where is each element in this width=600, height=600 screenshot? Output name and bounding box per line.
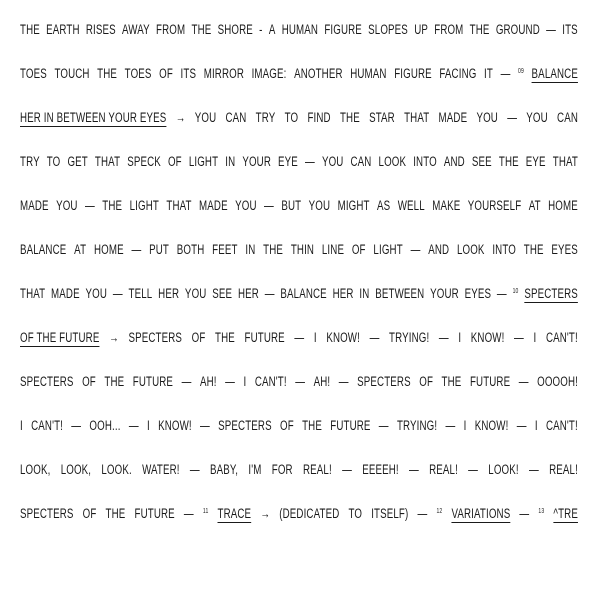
lyric-word: LIGHT	[188, 154, 219, 169]
lyric-word: FEET	[212, 242, 238, 257]
lyric-word: CAN'T!	[254, 374, 287, 389]
lyric-word: CAN'T!	[545, 330, 578, 345]
lyric-word: MADE	[438, 110, 468, 125]
lyric-word: —	[342, 462, 352, 477]
lyric-word: THE	[215, 330, 235, 345]
lyric-word: YOUR	[430, 286, 459, 301]
lyric-word: TO	[348, 506, 363, 521]
lyric-word: TRYING!	[389, 330, 430, 345]
lyric-word: THE	[105, 506, 126, 521]
lyric-word: EYES	[551, 242, 578, 257]
lyric-word: FIGURE	[324, 22, 362, 37]
lyric-word: IN	[245, 242, 256, 257]
lyric-word: —	[546, 22, 557, 37]
lyric-word: I	[458, 330, 462, 345]
lyric-word: ANOTHER	[294, 66, 343, 81]
lyric-word: FACING	[439, 66, 477, 81]
lyric-word: FROM	[434, 22, 464, 37]
lyric-word: MIGHT	[337, 198, 370, 213]
track-title: ^TRE	[553, 506, 578, 521]
lyric-word: —	[445, 418, 456, 433]
lyric-word: YOU	[184, 286, 207, 301]
lyric-word: —	[294, 330, 305, 345]
lyric-word: AH!	[199, 374, 217, 389]
lyric-word: —	[468, 462, 479, 477]
lyric-line	[20, 462, 578, 477]
lyric-word: GROUND	[495, 22, 540, 37]
lyric-word: KNOW!	[474, 418, 509, 433]
lyric-word: AH!	[313, 374, 331, 389]
lyric-word: —	[200, 418, 210, 433]
lyric-word: —	[528, 462, 539, 477]
lyric-word: AT	[528, 198, 541, 213]
lyric-word: —	[519, 506, 530, 521]
lyric-word: OF	[167, 154, 182, 169]
lyric-word: —	[225, 374, 235, 389]
lyric-line	[20, 198, 578, 213]
lyric-word: THE	[191, 22, 212, 37]
lyric-word: —	[438, 330, 449, 345]
lyric-line	[20, 110, 578, 125]
lyric-word: MADE	[199, 198, 228, 213]
lyric-line	[20, 66, 578, 81]
lyric-word: SPECTERS	[357, 374, 411, 389]
lyric-word: IN	[359, 286, 370, 301]
lyric-word: BALANCE	[280, 286, 327, 301]
track-number: 13	[538, 508, 545, 515]
lyric-word: OF	[191, 330, 206, 345]
lyric-word: TO	[284, 110, 299, 125]
lyric-word: —	[516, 418, 527, 433]
track-title: HER IN BETWEEN YOUR EYES	[20, 110, 167, 125]
lyric-word: CAN	[225, 110, 247, 125]
lyric-word: WELL	[397, 198, 425, 213]
lyric-word: THE	[102, 198, 123, 213]
lyric-word: SPECTERS	[218, 418, 272, 433]
lyric-word: LOOK	[456, 242, 485, 257]
lyric-word: I	[313, 330, 317, 345]
lyric-line	[20, 330, 578, 345]
lyric-word: AND	[428, 242, 450, 257]
lyric-line	[20, 506, 578, 521]
lyric-word: EYE	[278, 154, 298, 169]
lyric-word: OF	[419, 374, 434, 389]
lyric-word: HUMAN	[281, 22, 319, 37]
lyric-word: WATER!	[142, 462, 180, 477]
lyric-word: STAR	[369, 110, 395, 125]
lyric-word: SPECTERS	[20, 374, 74, 389]
lyric-word: ITS	[180, 66, 197, 81]
lyric-word: —	[305, 154, 315, 169]
lyric-word: LOOK,	[20, 462, 51, 477]
lyric-word: HUMAN	[350, 66, 387, 81]
lyric-word: —	[410, 242, 421, 257]
lyric-line	[20, 374, 578, 389]
lyric-word: IN	[225, 154, 236, 169]
lyric-word: —	[500, 66, 511, 81]
lyric-word: (DEDICATED	[279, 506, 340, 521]
lyric-word: —	[264, 286, 275, 301]
lyric-word: —	[496, 286, 507, 301]
lyric-word: YOU	[476, 110, 498, 125]
track-number: 11	[202, 508, 209, 515]
lyric-word: THAT	[94, 154, 121, 169]
lyric-word: KNOW!	[470, 330, 505, 345]
lyric-word: GET	[67, 154, 88, 169]
lyric-word: OF	[159, 66, 173, 81]
track-number: 09	[518, 68, 524, 75]
track-number: 10	[512, 288, 519, 295]
lyric-word: —	[131, 242, 142, 257]
lyric-word: REAL!	[549, 462, 578, 477]
lyric-line	[20, 154, 578, 169]
lyric-word: BETWEEN	[375, 286, 425, 301]
lyric-word: KNOW!	[158, 418, 192, 433]
lyric-word: I	[533, 330, 537, 345]
lyric-word: THE	[302, 418, 322, 433]
lyric-word: YOU	[56, 198, 78, 213]
lyric-word: —	[338, 374, 349, 389]
lyric-word: THE	[523, 242, 544, 257]
lyric-word: IT	[484, 66, 493, 81]
lyric-word: THAT	[552, 154, 578, 169]
lyric-word: AT	[74, 242, 87, 257]
lyric-word: HER	[237, 286, 259, 301]
lyric-word: MADE	[20, 198, 49, 213]
lyric-word: THE	[20, 22, 40, 37]
lyric-word: YOUR	[242, 154, 271, 169]
lyric-word: A	[268, 22, 276, 37]
lyric-word: TRY	[20, 154, 40, 169]
lyric-word: BALANCE	[20, 242, 67, 257]
lyric-word: I	[146, 418, 150, 433]
lyric-word: EYE	[525, 154, 546, 169]
lyric-word: —	[378, 418, 389, 433]
lyric-word: HER	[332, 286, 354, 301]
lyric-word: OOH...	[89, 418, 121, 433]
track-title: SPECTERS	[524, 286, 578, 301]
lyric-word: THAT	[166, 198, 192, 213]
lyric-word: ITS	[562, 22, 578, 37]
track-title: TRACE	[217, 506, 252, 521]
lyric-word: I	[243, 374, 247, 389]
lyric-word: —	[71, 418, 82, 433]
lyric-word: —	[369, 330, 380, 345]
track-number: 12	[436, 508, 443, 515]
track-title: VARIATIONS	[451, 506, 511, 521]
lyric-word: THAT	[20, 286, 46, 301]
lyric-word: BUT	[281, 198, 302, 213]
lyric-word: TO	[46, 154, 61, 169]
lyric-word: -	[259, 22, 263, 37]
lyric-word: LOOK!	[488, 462, 519, 477]
lyric-word: LIGHT	[129, 198, 159, 213]
lyric-word: I	[20, 418, 23, 433]
lyric-word: —	[181, 374, 192, 389]
lyric-word: TRYING!	[396, 418, 438, 433]
lyric-word: YOU	[308, 198, 331, 213]
lyric-word: I	[463, 418, 467, 433]
lyric-word: CAN	[350, 154, 372, 169]
lyric-word: THE	[104, 374, 125, 389]
lyric-word: EEEEH!	[362, 462, 399, 477]
lyric-word: THAT	[404, 110, 430, 125]
lyric-word: FOR	[271, 462, 293, 477]
lyric-word: —	[507, 110, 518, 125]
lyric-word: THE	[263, 242, 284, 257]
lyric-word: RISES	[85, 22, 116, 37]
lyric-word: THE	[339, 110, 360, 125]
lyric-word: YOU	[235, 198, 257, 213]
lyric-word: EARTH	[46, 22, 80, 37]
lyric-word: LIGHT	[373, 242, 403, 257]
lyric-word: CAN'T!	[545, 418, 578, 433]
lyric-word: —	[189, 462, 200, 477]
lyric-word: THE	[498, 154, 519, 169]
lyric-word: SHORE	[217, 22, 253, 37]
lyric-word: TOES	[20, 66, 47, 81]
lyric-word: FIGURE	[394, 66, 432, 81]
lyric-word: REAL!	[302, 462, 332, 477]
lyric-word: TOUCH	[54, 66, 90, 81]
lyric-word: I'M	[248, 462, 262, 477]
lyric-word: FIND	[307, 110, 331, 125]
lyric-word: LOOK.	[101, 462, 132, 477]
lyric-word: AWAY	[122, 22, 150, 37]
lyric-word: EYES	[464, 286, 492, 301]
lyric-word: SEE	[471, 154, 492, 169]
lyric-word: TELL	[128, 286, 153, 301]
lyric-word: IMAGE:	[251, 66, 287, 81]
lyric-word: —	[514, 330, 524, 345]
lyric-word: CAN	[557, 110, 578, 125]
lyric-word: OF	[351, 242, 366, 257]
lyric-word: —	[295, 374, 306, 389]
lyric-word: OF	[82, 374, 96, 389]
lyric-word: —	[183, 506, 194, 521]
lyric-word: THE	[97, 66, 118, 81]
lyric-word: AS	[377, 198, 391, 213]
lyric-word: FUTURE	[244, 330, 285, 345]
lyric-word: I	[534, 418, 538, 433]
lyric-word: BOTH	[176, 242, 205, 257]
lyric-line	[20, 286, 578, 301]
lyric-line	[20, 418, 578, 433]
lyric-word: SPECTERS	[20, 506, 74, 521]
lyric-word: THE	[469, 22, 490, 37]
lyric-word: FROM	[156, 22, 186, 37]
lyric-word: OF	[82, 506, 97, 521]
lyric-word: —	[85, 198, 95, 213]
lyric-word: LINE	[321, 242, 345, 257]
lyric-word: →	[260, 506, 271, 521]
track-title: OF THE FUTURE	[20, 330, 100, 345]
lyric-word: —	[518, 374, 529, 389]
lyric-word: FUTURE	[134, 506, 175, 521]
lyric-word: —	[408, 462, 419, 477]
lyric-word: PUT	[149, 242, 170, 257]
lyric-word: SEE	[212, 286, 233, 301]
lyric-word: —	[112, 286, 123, 301]
lyric-word: OF	[280, 418, 294, 433]
lyric-word: UP	[414, 22, 428, 37]
lyric-word: SPECK	[127, 154, 161, 169]
lyric-word: FUTURE	[469, 374, 511, 389]
lyric-word: CAN'T!	[31, 418, 64, 433]
lyric-word: INTO	[413, 154, 437, 169]
lyric-word: FUTURE	[132, 374, 174, 389]
lyric-word: MADE	[51, 286, 80, 301]
lyric-word: →	[109, 330, 119, 345]
lyric-word: →	[175, 110, 186, 125]
lyric-word: YOURSELF	[467, 198, 522, 213]
lyric-word: AND	[443, 154, 465, 169]
lyric-word: —	[417, 506, 428, 521]
lyric-word: THIN	[290, 242, 315, 257]
track-title: BALANCE	[531, 66, 578, 81]
lyric-word: HOME	[548, 198, 578, 213]
lyric-word: TRY	[255, 110, 276, 125]
lyric-word: YOU	[526, 110, 548, 125]
lyric-line	[20, 242, 578, 257]
lyric-word: BABY,	[210, 462, 239, 477]
lyric-word: MIRROR	[203, 66, 244, 81]
lyric-word: KNOW!	[326, 330, 360, 345]
lyric-word: YOU	[194, 110, 217, 125]
lyric-word: INTO	[492, 242, 516, 257]
lyric-word: SLOPES	[368, 22, 408, 37]
lyric-word: FUTURE	[330, 418, 371, 433]
lyric-word: REAL!	[429, 462, 458, 477]
lyric-word: YOU	[321, 154, 344, 169]
lyric-word: LOOK,	[60, 462, 92, 477]
lyric-line	[20, 22, 578, 37]
lyric-word: —	[264, 198, 274, 213]
lyric-word: HER	[158, 286, 180, 301]
lyric-word: TOES	[124, 66, 152, 81]
lyric-word: OOOOH!	[537, 374, 578, 389]
lyric-word: ITSELF)	[371, 506, 409, 521]
lyric-word: SPECTERS	[128, 330, 183, 345]
lyric-word: THE	[441, 374, 462, 389]
lyric-word: YOU	[85, 286, 108, 301]
lyric-word: —	[128, 418, 139, 433]
lyric-word: MAKE	[432, 198, 461, 213]
lyric-word: LOOK	[378, 154, 407, 169]
lyric-word: HOME	[93, 242, 124, 257]
